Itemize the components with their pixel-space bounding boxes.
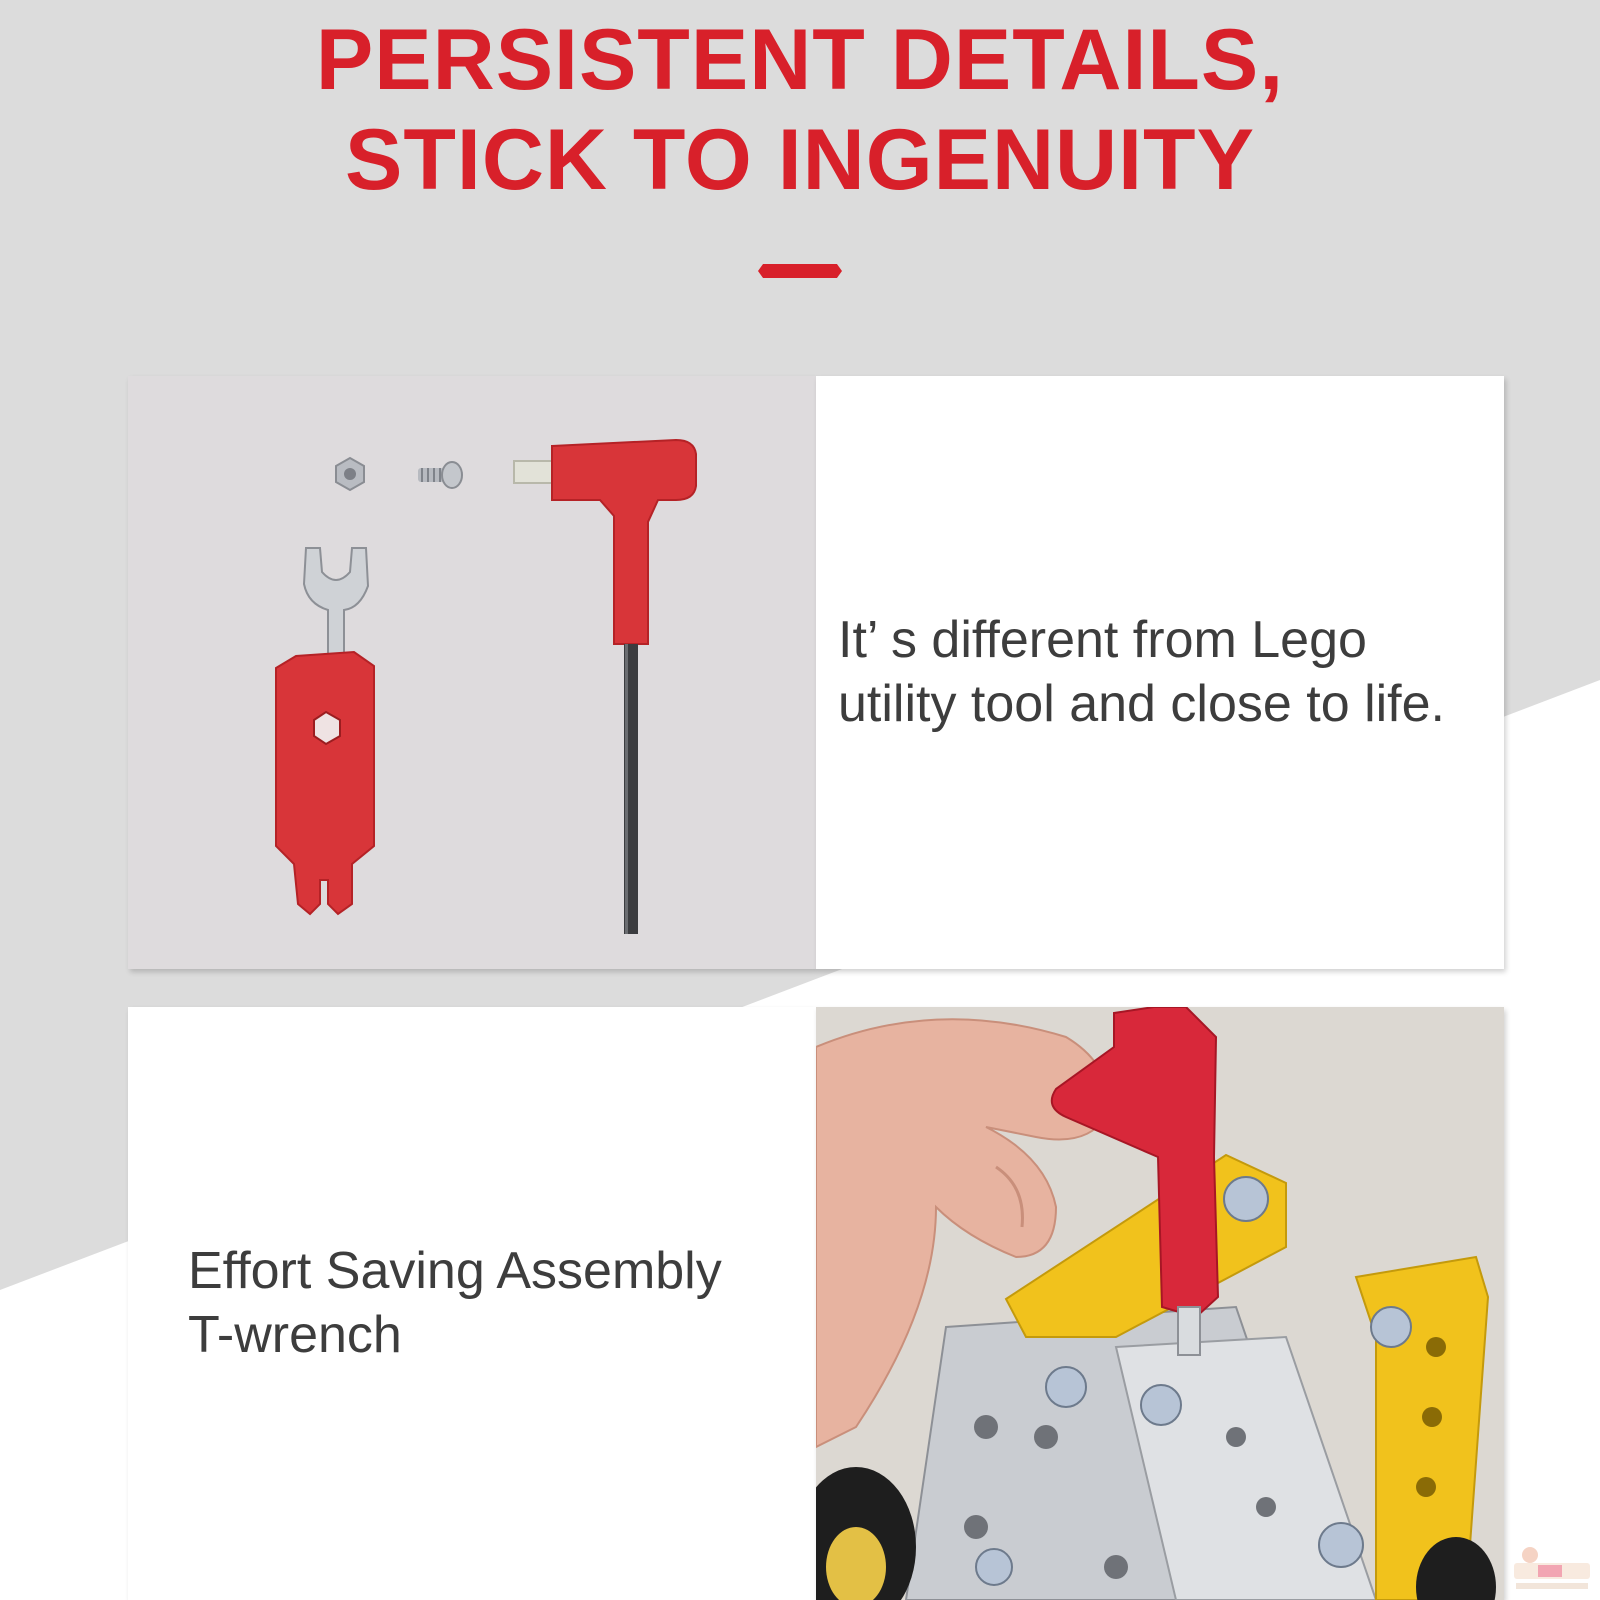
hex-nut-icon [336,458,364,490]
lego-comparison-text [838,608,1445,736]
lego-text-line-2: utility tool and close to life. [838,675,1445,733]
effort-text-card [128,1007,816,1600]
metal-frame-icon [906,1307,1376,1600]
tools-photo [128,376,816,969]
lego-text-line-1: It’ s different from Lego [838,611,1367,669]
t-wrench-icon [514,440,696,934]
assembly-photo [816,1007,1504,1600]
headline-line-1: PERSISTENT DETAILS, [315,12,1285,108]
headline-line-2: STICK TO INGENUITY [345,112,1255,208]
watermark-logo-icon [1512,1545,1592,1593]
screw-icon [418,462,462,488]
spanner-icon [276,548,374,914]
effort-saving-text [188,1239,722,1367]
effort-text-line-2: T-wrench [188,1306,402,1364]
title-accent-bar [758,264,842,278]
lego-text-card [816,376,1504,969]
effort-text-line-1: Effort Saving Assembly [188,1242,722,1300]
